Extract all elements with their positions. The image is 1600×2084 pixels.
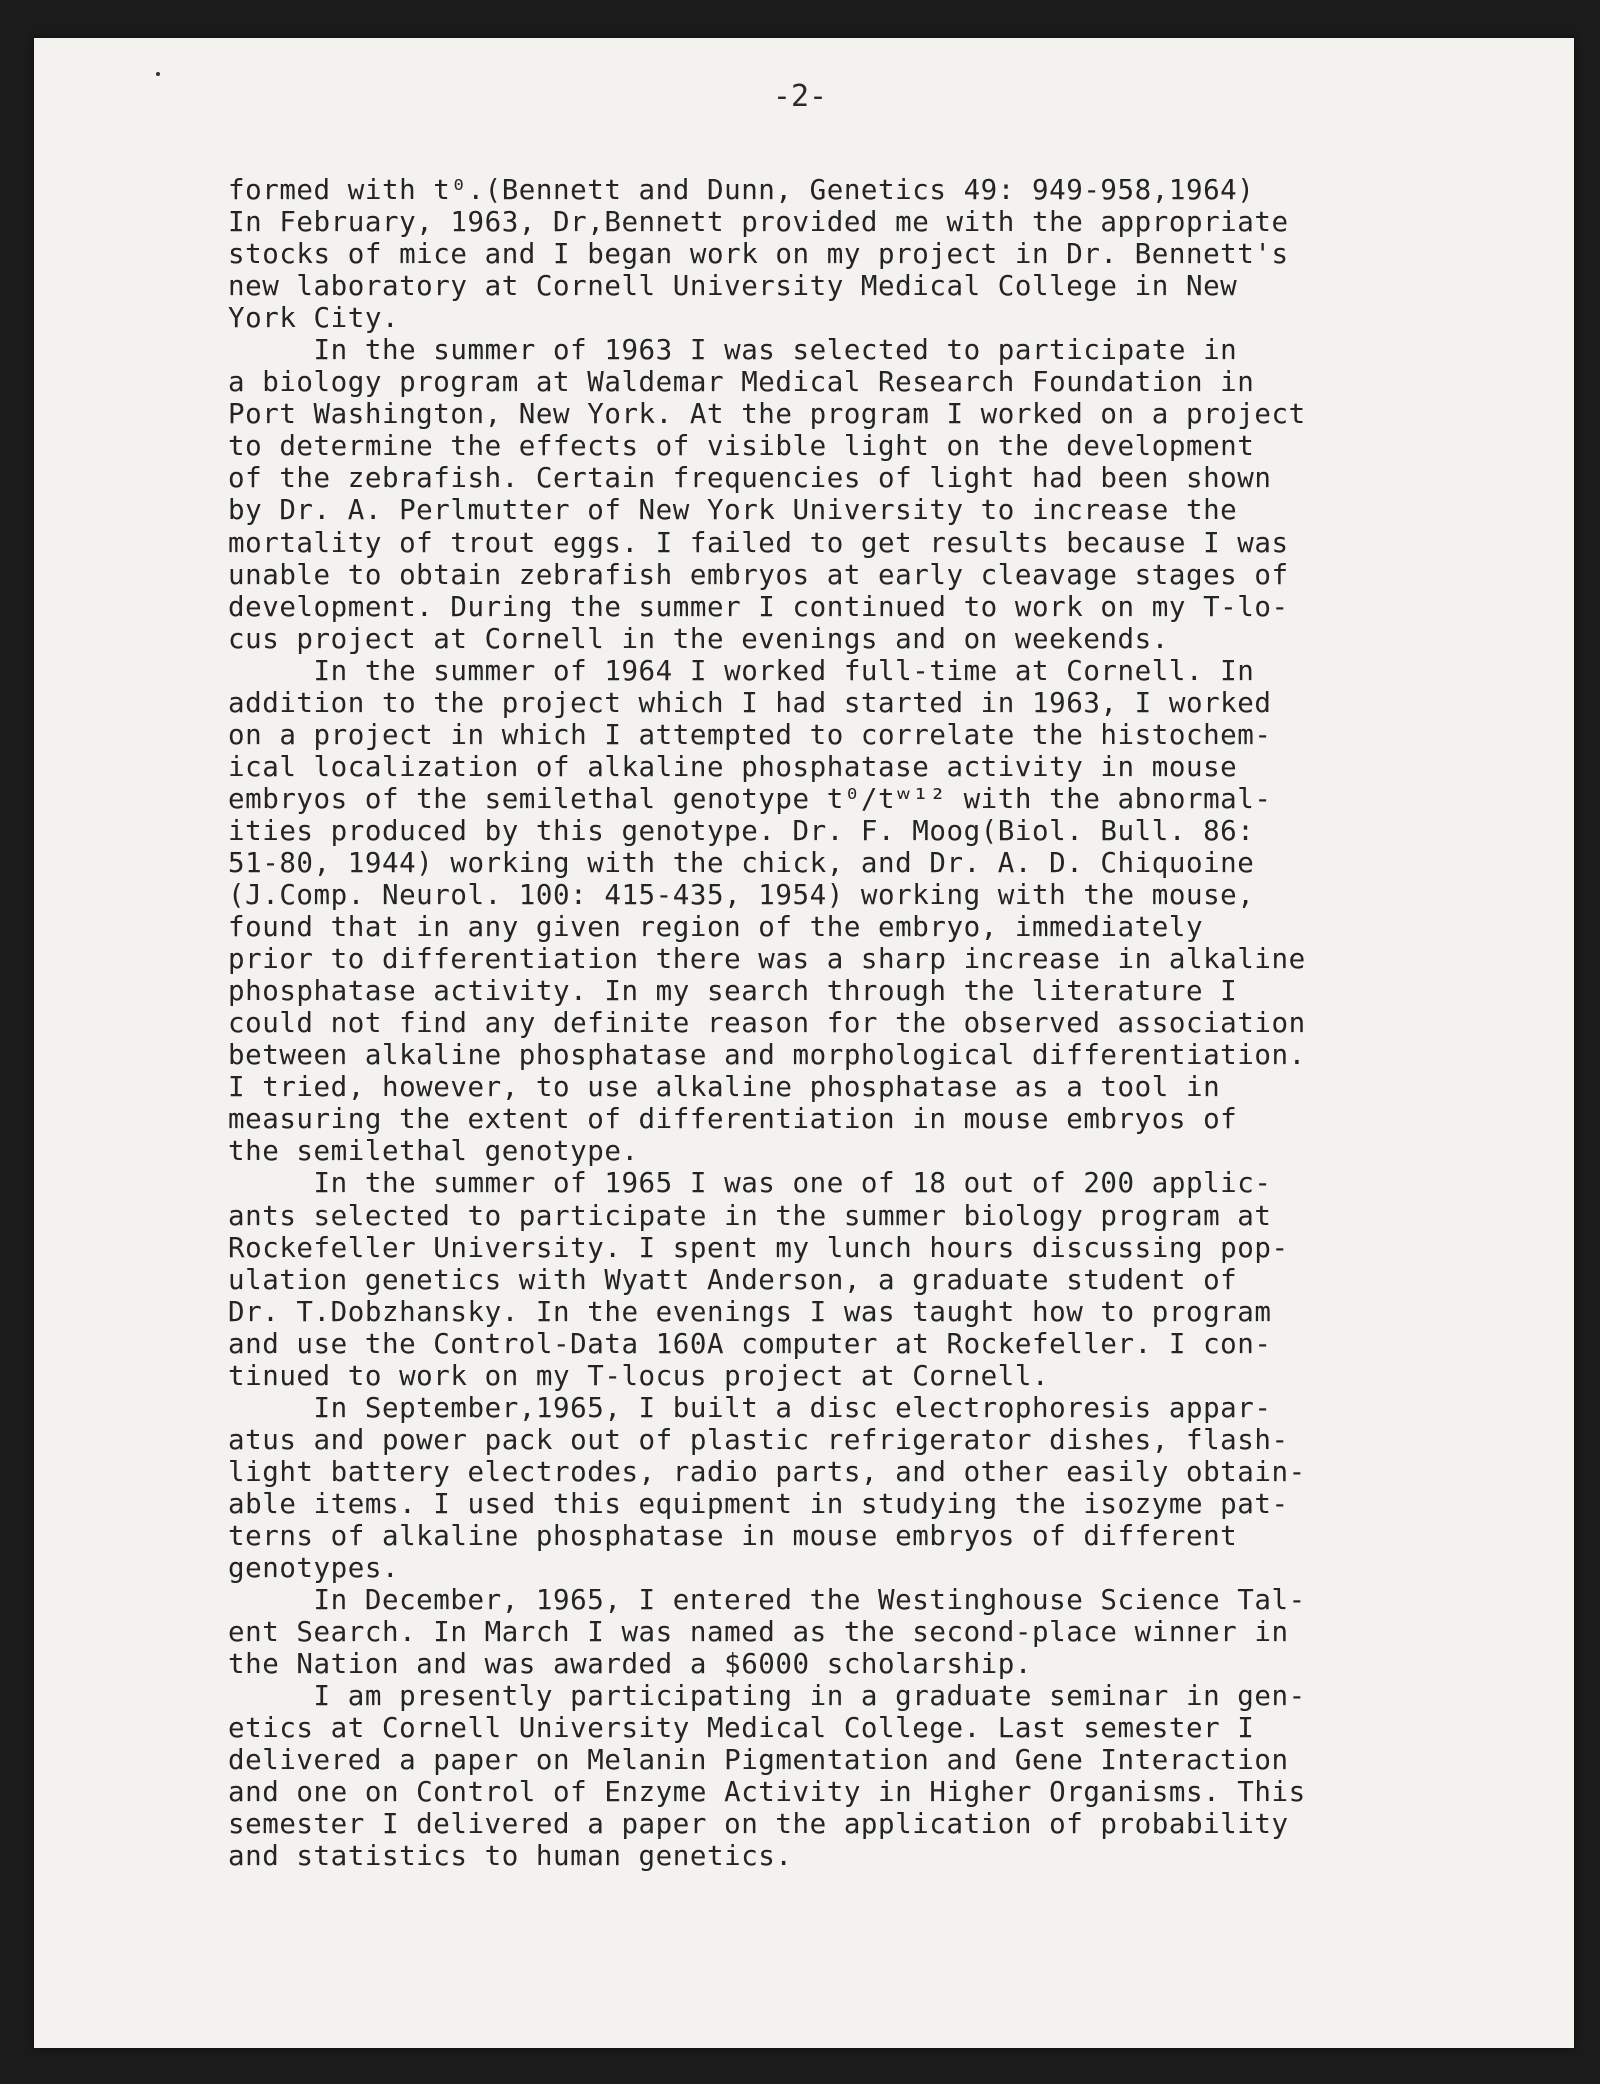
text-line: new laboratory at Cornell University Medical College in New — [228, 270, 1238, 303]
page-number: -2- — [772, 79, 828, 114]
text-line: mortality of trout eggs. I failed to get results because I was — [228, 526, 1289, 559]
text-line: and one on Control of Enzyme Activity in Higher Organisms. This — [228, 1776, 1306, 1809]
text-line: the semilethal genotype. — [228, 1135, 639, 1168]
text-line: embryos of the semilethal genotype t⁰/tʷ¹² with the abnormal- — [228, 782, 1272, 815]
text-line: addition to the project which I had started in 1963, I worked — [228, 686, 1272, 719]
text-line: to determine the effects of visible light on the development — [228, 430, 1255, 463]
text-line: and statistics to human genetics. — [228, 1840, 793, 1873]
text-line: In the summer of 1964 I worked full-time at Cornell. In — [228, 654, 1255, 687]
text-line: formed with t⁰.(Bennett and Dunn, Genetics 49: 949-958,1964) — [228, 174, 1255, 206]
text-line: In December, 1965, I entered the Westinghouse Science Tal- — [228, 1584, 1306, 1617]
text-line: of the zebrafish. Certain frequencies of light had been shown — [228, 462, 1272, 495]
text-line: semester I delivered a paper on the application of probability — [228, 1808, 1289, 1841]
text-line: I tried, however, to use alkaline phosphatase as a tool in — [228, 1071, 1221, 1104]
text-line: on a project in which I attempted to correlate the histochem- — [228, 718, 1272, 751]
text-line: tinued to work on my T-locus project at Cornell. — [228, 1359, 1050, 1392]
text-line: (J.Comp. Neurol. 100: 415-435, 1954) working with the mouse, — [228, 879, 1255, 912]
text-line: measuring the extent of differentiation in mouse embryos of — [228, 1103, 1238, 1136]
text-line: Rockefeller University. I spent my lunch hours discussing pop- — [228, 1231, 1289, 1264]
text-line: York City. — [228, 302, 400, 335]
text-line: the Nation and was awarded a $6000 scholarship. — [228, 1648, 1033, 1681]
text-line: by Dr. A. Perlmutter of New York University to increase the — [228, 494, 1238, 527]
text-line: ities produced by this genotype. Dr. F. Moog(Biol. Bull. 86: — [228, 814, 1255, 847]
text-line: stocks of mice and I began work on my project in Dr. Bennett's — [228, 238, 1289, 271]
text-line: Dr. T.Dobzhansky. In the evenings I was taught how to program — [228, 1295, 1272, 1328]
text-line: ants selected to participate in the summer biology program at — [228, 1199, 1272, 1232]
text-line: ent Search. In March I was named as the second-place winner in — [228, 1616, 1289, 1649]
typed-body-text — [228, 174, 1458, 1872]
text-line: between alkaline phosphatase and morphological differentiation. — [228, 1039, 1306, 1072]
text-line: Port Washington, New York. At the program I worked on a project — [228, 398, 1306, 431]
text-line: terns of alkaline phosphatase in mouse embryos of different — [228, 1519, 1238, 1552]
text-line: delivered a paper on Melanin Pigmentation and Gene Interaction — [228, 1744, 1289, 1777]
text-line: In the summer of 1963 I was selected to participate in — [228, 334, 1238, 367]
text-line: etics at Cornell University Medical College. Last semester I — [228, 1712, 1255, 1745]
text-line: I am presently participating in a graduate seminar in gen- — [228, 1680, 1306, 1713]
text-line: In February, 1963, Dr,Bennett provided me with the appropriate — [228, 206, 1289, 239]
text-line: could not find any definite reason for the observed association — [228, 1007, 1306, 1040]
text-line: a biology program at Waldemar Medical Research Foundation in — [228, 366, 1255, 399]
text-line: found that in any given region of the embryo, immediately — [228, 911, 1204, 944]
text-line: able items. I used this equipment in studying the isozyme pat- — [228, 1487, 1289, 1520]
text-line: In September,1965, I built a disc electrophoresis appar- — [228, 1391, 1272, 1424]
text-line: unable to obtain zebrafish embryos at early cleavage stages of — [228, 558, 1289, 591]
text-line: ulation genetics with Wyatt Anderson, a graduate student of — [228, 1263, 1238, 1296]
text-line: genotypes. — [228, 1552, 400, 1585]
text-line: and use the Control-Data 160A computer at Rockefeller. I con- — [228, 1327, 1272, 1360]
text-line: phosphatase activity. In my search through the literature I — [228, 975, 1238, 1008]
text-line: atus and power pack out of plastic refrigerator dishes, flash- — [228, 1423, 1289, 1456]
text-line: ical localization of alkaline phosphatase activity in mouse — [228, 750, 1238, 783]
text-line: In the summer of 1965 I was one of 18 out of 200 applic- — [228, 1167, 1272, 1200]
text-line: 51-80, 1944) working with the chick, and Dr. A. D. Chiquoine — [228, 846, 1255, 879]
text-line: cus project at Cornell in the evenings and on weekends. — [228, 622, 1169, 655]
text-line: light battery electrodes, radio parts, and other easily obtain- — [228, 1455, 1306, 1488]
text-line: development. During the summer I continued to work on my T-lo- — [228, 590, 1289, 623]
text-line: prior to differentiation there was a sharp increase in alkaline — [228, 943, 1306, 976]
paper-speck — [156, 72, 160, 76]
